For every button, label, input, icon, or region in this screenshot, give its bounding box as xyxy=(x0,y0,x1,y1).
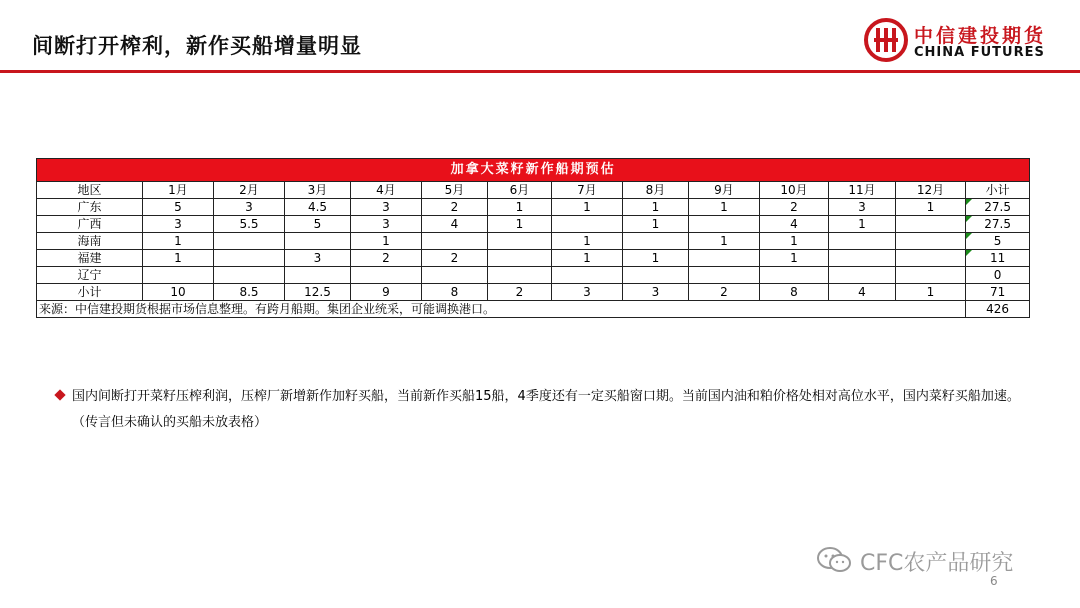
table-cell xyxy=(896,216,966,233)
column-header: 9月 xyxy=(689,182,760,199)
slide-title: 间断打开榨利，新作买船增量明显 xyxy=(32,34,362,58)
table-row xyxy=(37,250,1030,267)
table-cell xyxy=(896,233,966,250)
table-cell: 0 xyxy=(966,267,1030,284)
column-header: 11月 xyxy=(829,182,896,199)
table-cell xyxy=(829,250,896,267)
table-cell xyxy=(896,267,966,284)
table-cell: 2 xyxy=(488,284,552,301)
logo-name-en: CHINA FUTURES xyxy=(914,45,1045,60)
table-cell: 1 xyxy=(760,250,829,267)
column-header: 10月 xyxy=(760,182,829,199)
table-cell xyxy=(552,267,623,284)
table-cell: 1 xyxy=(488,216,552,233)
table-cell xyxy=(143,267,214,284)
table-cell: 3 xyxy=(552,284,623,301)
table-cell xyxy=(422,267,488,284)
citic-logo-icon xyxy=(864,18,908,62)
diamond-bullet-icon xyxy=(54,389,65,400)
table-cell: 1 xyxy=(623,199,689,216)
table-cell: 12.5 xyxy=(285,284,351,301)
region-cell: 辽宁 xyxy=(37,267,143,284)
table-cell xyxy=(285,233,351,250)
table-cell: 2 xyxy=(689,284,760,301)
table-cell: 3 xyxy=(214,199,285,216)
page-number: 6 xyxy=(990,574,998,588)
table-row xyxy=(37,216,1030,233)
table-cell: 2 xyxy=(422,199,488,216)
header-divider xyxy=(0,70,1080,73)
table-row xyxy=(37,267,1030,284)
table-cell xyxy=(760,267,829,284)
table-cell: 27.5 xyxy=(966,216,1030,233)
table-cell: 8 xyxy=(422,284,488,301)
table-cell xyxy=(829,267,896,284)
region-cell: 小计 xyxy=(37,284,143,301)
column-header: 1月 xyxy=(143,182,214,199)
table-cell: 3 xyxy=(351,199,422,216)
table-cell xyxy=(689,250,760,267)
table-cell: 4 xyxy=(760,216,829,233)
table-cell: 3 xyxy=(351,216,422,233)
table-cell xyxy=(552,216,623,233)
table-cell xyxy=(488,250,552,267)
logo-name-cn: 中信建投期货 xyxy=(914,25,1047,47)
table-source-note: 来源：中信建投期货根据市场信息整理。有跨月船期。集团企业统采，可能调换港口。 xyxy=(37,301,966,318)
column-header: 4月 xyxy=(351,182,422,199)
table-cell: 5 xyxy=(143,199,214,216)
table-caption: 加拿大菜籽新作船期预估 xyxy=(37,159,1030,182)
table-cell: 2 xyxy=(351,250,422,267)
table-cell xyxy=(214,267,285,284)
table-cell xyxy=(689,216,760,233)
column-header: 5月 xyxy=(422,182,488,199)
table-cell: 1 xyxy=(689,199,760,216)
table-cell: 4 xyxy=(829,284,896,301)
column-header: 2月 xyxy=(214,182,285,199)
table-cell xyxy=(488,233,552,250)
column-header: 12月 xyxy=(896,182,966,199)
watermark-text: CFC农产品研究 xyxy=(860,551,1014,576)
column-header: 小计 xyxy=(966,182,1030,199)
table-cell xyxy=(896,250,966,267)
note-block xyxy=(60,384,1020,436)
table-cell: 1 xyxy=(552,233,623,250)
comment-flag-icon xyxy=(966,250,972,256)
column-header: 8月 xyxy=(623,182,689,199)
table-cell: 5 xyxy=(285,216,351,233)
company-logo xyxy=(864,18,1064,64)
table-source-row xyxy=(37,301,1030,318)
column-header: 6月 xyxy=(488,182,552,199)
table-cell: 1 xyxy=(623,250,689,267)
table-cell xyxy=(623,267,689,284)
note-text: 国内间断打开菜籽压榨利润，压榨厂新增新作加籽买船，当前新作买船15船，4季度还有一定买船窗口期。当前国内油和粕价格处相对高位水平，国内菜籽买船加速。（传言但未确认的买船未放表格） xyxy=(72,389,1020,430)
column-header: 地区 xyxy=(37,182,143,199)
table-cell xyxy=(689,267,760,284)
table-cell xyxy=(488,267,552,284)
table-cell: 1 xyxy=(896,199,966,216)
table-cell: 8.5 xyxy=(214,284,285,301)
table-cell: 4 xyxy=(422,216,488,233)
grand-total-cell: 426 xyxy=(966,301,1030,318)
table-row xyxy=(37,199,1030,216)
comment-flag-icon xyxy=(966,233,972,239)
table-cell: 1 xyxy=(351,233,422,250)
watermark xyxy=(816,544,1056,580)
table-cell: 1 xyxy=(623,216,689,233)
table-cell: 1 xyxy=(552,250,623,267)
table-cell: 4.5 xyxy=(285,199,351,216)
table-cell: 1 xyxy=(143,250,214,267)
table-cell: 1 xyxy=(689,233,760,250)
column-header: 3月 xyxy=(285,182,351,199)
table-body xyxy=(37,159,1030,318)
table-header-row xyxy=(37,182,1030,199)
region-cell: 海南 xyxy=(37,233,143,250)
wechat-icon xyxy=(816,546,852,574)
region-cell: 广东 xyxy=(37,199,143,216)
table-cell xyxy=(351,267,422,284)
table-cell xyxy=(623,233,689,250)
table-cell: 2 xyxy=(422,250,488,267)
table-cell: 1 xyxy=(760,233,829,250)
table-cell: 3 xyxy=(623,284,689,301)
table-cell xyxy=(422,233,488,250)
table-cell: 1 xyxy=(896,284,966,301)
table-cell xyxy=(829,233,896,250)
table-cell: 9 xyxy=(351,284,422,301)
shipment-table xyxy=(36,158,1030,318)
table-cell: 3 xyxy=(285,250,351,267)
table-cell: 10 xyxy=(143,284,214,301)
table-cell xyxy=(214,250,285,267)
table-cell xyxy=(214,233,285,250)
table-cell: 3 xyxy=(829,199,896,216)
table-caption-row xyxy=(37,159,1030,182)
table-cell xyxy=(285,267,351,284)
table-cell: 5.5 xyxy=(214,216,285,233)
table-cell: 8 xyxy=(760,284,829,301)
comment-flag-icon xyxy=(966,216,972,222)
column-header: 7月 xyxy=(552,182,623,199)
table-cell: 11 xyxy=(966,250,1030,267)
table-cell: 2 xyxy=(760,199,829,216)
table-row xyxy=(37,233,1030,250)
table-cell: 1 xyxy=(488,199,552,216)
table-cell: 27.5 xyxy=(966,199,1030,216)
table-cell: 3 xyxy=(143,216,214,233)
slide-header xyxy=(0,0,1080,72)
region-cell: 广西 xyxy=(37,216,143,233)
table-cell: 1 xyxy=(829,216,896,233)
comment-flag-icon xyxy=(966,199,972,205)
table-row xyxy=(37,284,1030,301)
table-cell: 5 xyxy=(966,233,1030,250)
table-cell: 1 xyxy=(143,233,214,250)
table-cell: 1 xyxy=(552,199,623,216)
table-cell: 71 xyxy=(966,284,1030,301)
region-cell: 福建 xyxy=(37,250,143,267)
